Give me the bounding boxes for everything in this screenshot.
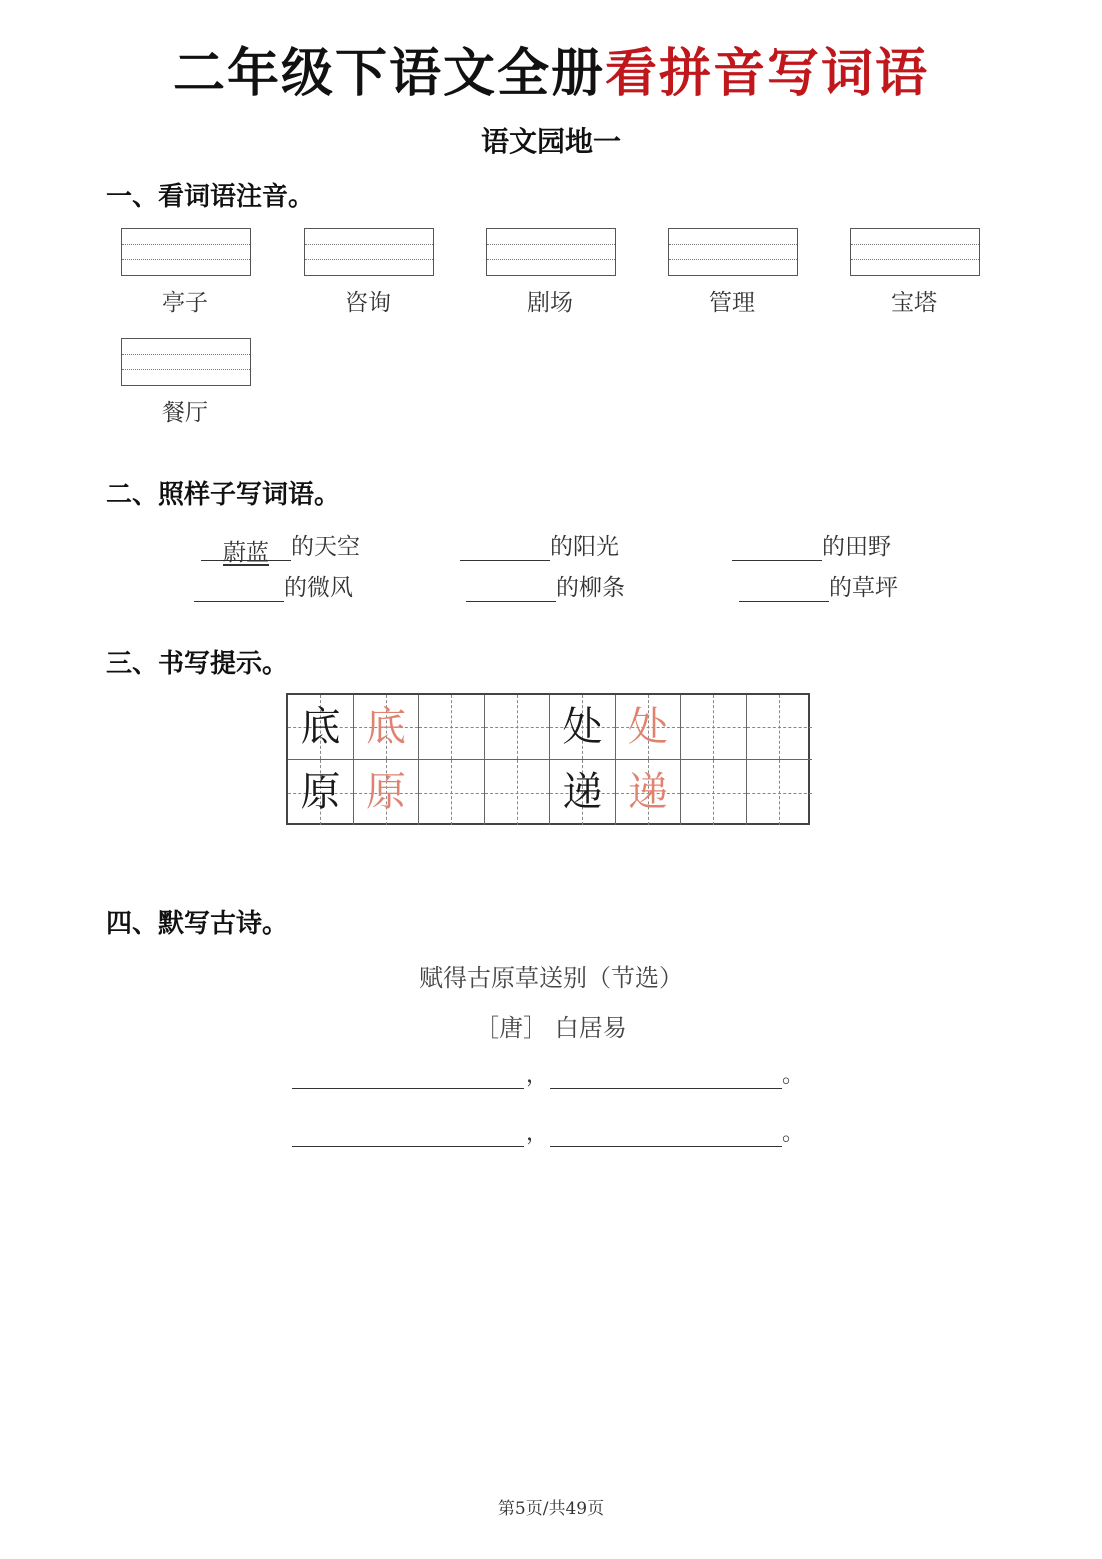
answer-blank[interactable]: [732, 534, 822, 561]
fill-item-example: [201, 528, 360, 566]
poem-blank[interactable]: [550, 1124, 782, 1147]
title-red-part: 看拼音写词语: [605, 44, 930, 104]
page-subtitle: 语文园地一: [480, 125, 621, 158]
pinyin-item: [850, 228, 980, 317]
phrase-text: 的阳光: [550, 534, 619, 560]
model-char: 处: [562, 704, 603, 750]
pinyin-writing-box[interactable]: [121, 228, 251, 276]
grid-cell[interactable]: [419, 760, 485, 825]
page-title: [0, 44, 1102, 104]
pinyin-writing-box[interactable]: [304, 228, 434, 276]
pinyin-writing-box[interactable]: [486, 228, 616, 276]
pinyin-word: 亭子: [162, 290, 208, 316]
pinyin-word: 管理: [709, 290, 755, 316]
poem-title: 赋得古原草送别（节选）: [419, 964, 683, 992]
fill-item: [460, 528, 619, 561]
grid-cell[interactable]: [681, 760, 747, 825]
poem-author: ［唐］ 白居易: [475, 1014, 627, 1042]
trace-char: 底: [366, 704, 406, 750]
writing-grid: [286, 693, 810, 825]
example-word: 蔚蓝: [223, 540, 269, 566]
model-char: 底: [300, 704, 341, 750]
phrase-text: 的田野: [822, 534, 891, 560]
phrase-text: 的微风: [284, 575, 353, 601]
example-blank: [201, 534, 291, 566]
poem-line: [292, 1058, 804, 1089]
grid-cell[interactable]: [747, 695, 813, 760]
comma: ，: [525, 1121, 548, 1146]
pinyin-item: [121, 338, 251, 427]
answer-blank[interactable]: [739, 575, 829, 602]
phrase-text: 的草坪: [829, 575, 898, 601]
phrase-text: 的天空: [291, 534, 360, 560]
pinyin-item: [121, 228, 251, 317]
section1-heading: 一、看词语注音。: [106, 182, 315, 212]
section3-heading: 三、书写提示。: [106, 649, 289, 679]
trace-char: 处: [628, 704, 668, 750]
fill-item: [194, 569, 353, 602]
poem-blank[interactable]: [550, 1066, 782, 1089]
grid-cell[interactable]: [419, 695, 485, 760]
title-black-part: 二年级下语文全册: [172, 44, 605, 104]
period: 。: [782, 1063, 805, 1088]
model-char: 递: [562, 769, 603, 815]
pinyin-word: 餐厅: [162, 400, 208, 426]
poem-line: [292, 1116, 804, 1147]
fill-item: [732, 528, 891, 561]
fill-item: [466, 569, 625, 602]
poem-blank[interactable]: [292, 1066, 524, 1089]
poem-blank[interactable]: [292, 1124, 524, 1147]
grid-cell[interactable]: [485, 760, 551, 825]
pinyin-writing-box[interactable]: [668, 228, 798, 276]
pinyin-item: [668, 228, 798, 317]
pinyin-writing-box[interactable]: [850, 228, 980, 276]
grid-cell[interactable]: [681, 695, 747, 760]
period: 。: [782, 1121, 805, 1146]
phrase-text: 的柳条: [556, 575, 625, 601]
section2-heading: 二、照样子写词语。: [106, 480, 341, 510]
trace-char: 原: [366, 769, 406, 815]
pinyin-word: 咨询: [345, 290, 391, 316]
page-number: 第5页/共49页: [497, 1499, 605, 1519]
comma: ，: [525, 1063, 548, 1088]
answer-blank[interactable]: [194, 575, 284, 602]
pinyin-item: [304, 228, 434, 317]
answer-blank[interactable]: [466, 575, 556, 602]
fill-item: [739, 569, 898, 602]
answer-blank[interactable]: [460, 534, 550, 561]
pinyin-writing-box[interactable]: [121, 338, 251, 386]
pinyin-word: 宝塔: [891, 290, 937, 316]
grid-cell[interactable]: [485, 695, 551, 760]
section4-heading: 四、默写古诗。: [106, 909, 289, 939]
model-char: 原: [300, 769, 341, 815]
trace-char: 递: [628, 769, 668, 815]
grid-cell[interactable]: [747, 760, 813, 825]
pinyin-item: [486, 228, 616, 317]
pinyin-word: 剧场: [527, 290, 573, 316]
